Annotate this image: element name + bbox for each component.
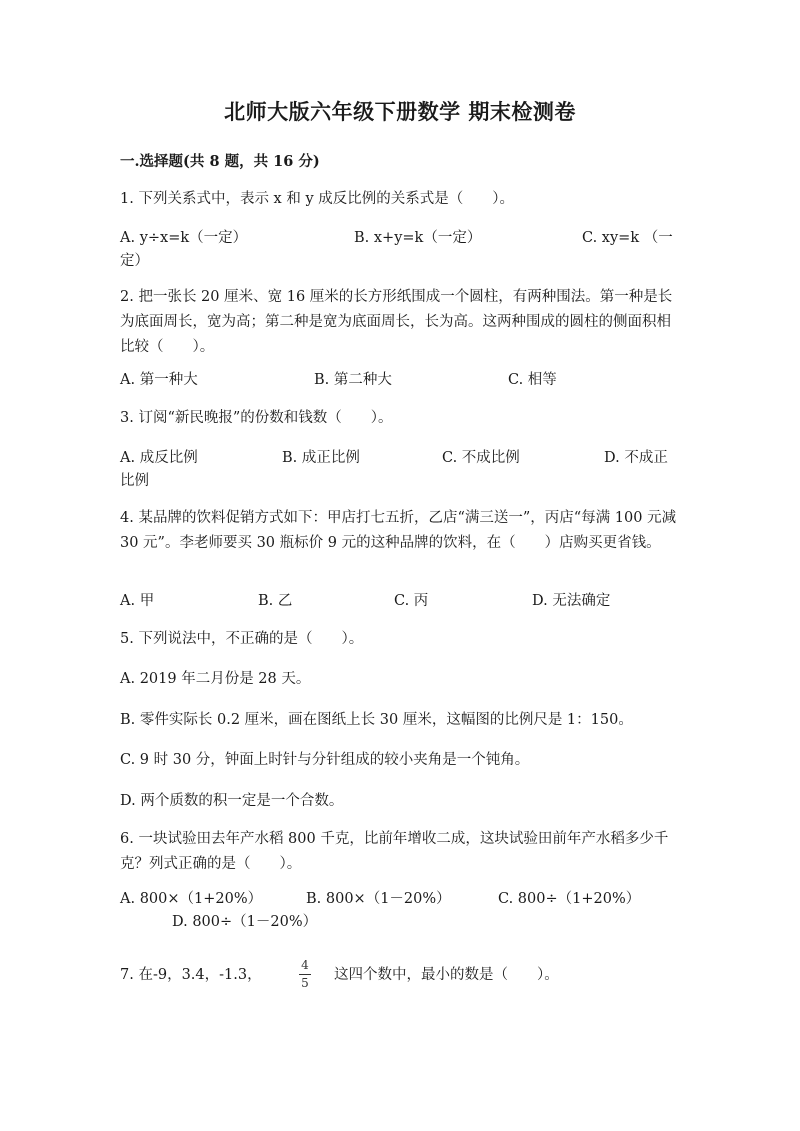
question-1-stem: 1. 下列关系式中，表示 x 和 y 成反比例的关系式是（ ）。 xyxy=(120,191,514,207)
section-heading: 一.选择题(共 8 题，共 16 分) xyxy=(120,153,320,170)
fraction-four-fifths xyxy=(296,958,314,991)
question-3-option-d[interactable]: D. 不成正 xyxy=(604,450,668,466)
question-6-option-b[interactable]: B. 800×（1－20%） xyxy=(306,891,451,907)
question-3-option-a[interactable]: A. 成反比例 xyxy=(120,450,198,466)
question-1-option-b[interactable]: B. x+y=k（一定） xyxy=(354,230,482,246)
question-5-option-a[interactable]: A. 2019 年二月份是 28 天。 xyxy=(120,671,311,687)
question-6-option-c[interactable]: C. 800÷（1+20%） xyxy=(498,891,641,907)
question-5-option-d[interactable]: D. 两个质数的积一定是一个合数。 xyxy=(120,793,344,809)
fraction-bar xyxy=(299,974,311,975)
page-title: 北师大版六年级下册数学 期末检测卷 xyxy=(224,99,576,124)
question-1-option-c-wrap: 定） xyxy=(120,253,149,269)
question-4-option-a[interactable]: A. 甲 xyxy=(120,593,155,609)
question-2-option-a[interactable]: A. 第一种大 xyxy=(120,372,198,388)
question-4-option-b[interactable]: B. 乙 xyxy=(258,593,293,609)
question-4-option-c[interactable]: C. 丙 xyxy=(394,593,429,609)
question-7-stem-start: 7. 在-9，3.4，-1.3， xyxy=(120,967,262,983)
fraction-denominator: 5 xyxy=(301,976,309,990)
question-3-option-b[interactable]: B. 成正比例 xyxy=(282,450,360,466)
question-3-option-c[interactable]: C. 不成比例 xyxy=(442,450,520,466)
question-6-option-d[interactable]: D. 800÷（1－20%） xyxy=(172,914,318,930)
question-5-option-b[interactable]: B. 零件实际长 0.2 厘米，画在图纸上长 30 厘米，这幅图的比例尺是 1：150。 xyxy=(120,712,633,728)
fraction-numerator: 4 xyxy=(301,958,309,972)
question-3-option-d-wrap: 比例 xyxy=(120,473,149,489)
question-4-stem: 4. 某品牌的饮料促销方式如下：甲店打七五折，乙店“满三送一”，丙店“每满 100 元减 30 元”。李老师要买 30 瓶标价 9 元的这种品牌的饮料，在（ ）店购买更省钱。 xyxy=(120,510,677,551)
question-7-stem-end: 这四个数中，最小的数是（ ）。 xyxy=(334,967,559,983)
question-5-stem: 5. 下列说法中，不正确的是（ ）。 xyxy=(120,631,364,647)
question-1-option-c[interactable]: C. xy=k （一 xyxy=(582,230,673,246)
question-6-stem: 6. 一块试验田去年产水稻 800 千克，比前年增收二成，这块试验田前年产水稻多少千克？列式正确的是（ ）。 xyxy=(120,831,669,872)
question-3-stem: 3. 订阅“新民晚报”的份数和钱数（ ）。 xyxy=(120,410,393,426)
question-5-option-c[interactable]: C. 9 时 30 分，钟面上时针与分针组成的较小夹角是一个钝角。 xyxy=(120,752,530,768)
question-2-stem: 2. 把一张长 20 厘米、宽 16 厘米的长方形纸围成一个圆柱，有两种围法。第一种是长为底面周长，宽为高；第二种是宽为底面周长，长为高。这两种围成的圆柱的侧面积相比较（ ）。 xyxy=(120,289,673,355)
question-1-option-a[interactable]: A. y÷x=k（一定） xyxy=(120,230,248,246)
question-6-option-a[interactable]: A. 800×（1+20%） xyxy=(120,891,263,907)
question-4-option-d[interactable]: D. 无法确定 xyxy=(532,593,611,609)
question-2-option-b[interactable]: B. 第二种大 xyxy=(314,372,392,388)
question-2-option-c[interactable]: C. 相等 xyxy=(508,372,557,388)
